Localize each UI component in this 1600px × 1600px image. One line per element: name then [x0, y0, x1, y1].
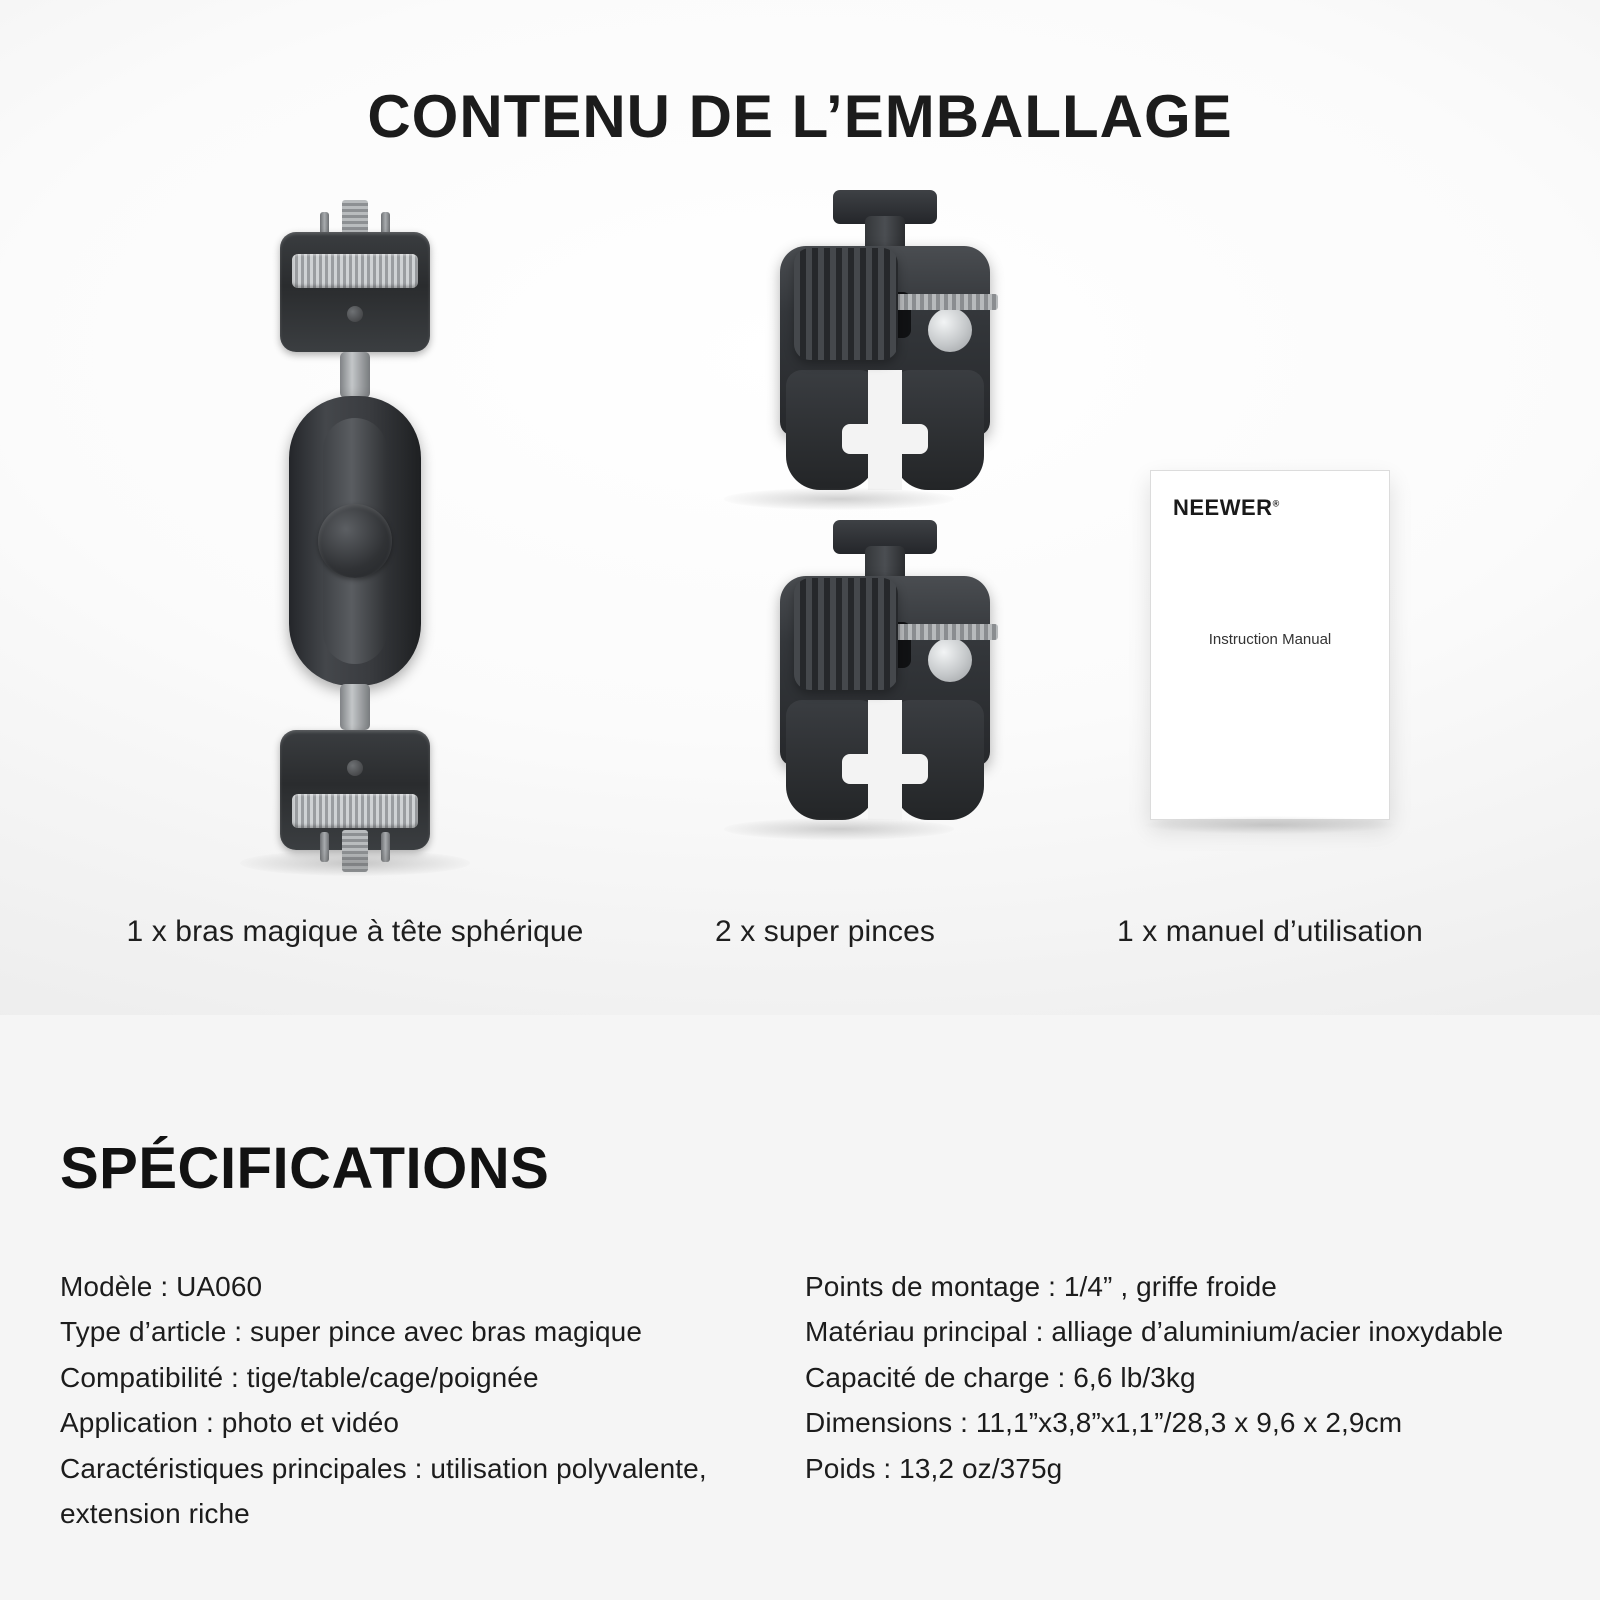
- specifications-section: [0, 1015, 1600, 1600]
- specifications-column-left: [60, 1264, 805, 1536]
- caption-magic-arm: 1 x bras magique à tête sphérique: [126, 915, 584, 948]
- manual-brand-name: NEEWER: [1173, 495, 1273, 520]
- package-title: CONTENU DE L’EMBALLAGE: [367, 83, 1233, 151]
- package-items-row: [0, 190, 1600, 890]
- clamp-jaw-gap: [868, 700, 902, 820]
- super-clamp-icon: [650, 190, 1000, 510]
- package-item-manual: [1035, 190, 1505, 890]
- package-captions-row: [0, 915, 1600, 949]
- caption-super-clamps: 2 x super pinces: [714, 915, 936, 948]
- arm-knurled-plate-top: [292, 254, 418, 288]
- clamp-shadow: [724, 818, 954, 840]
- manual-page: [1150, 470, 1390, 820]
- arm-body: [289, 396, 421, 686]
- arm-ball-neck-bottom: [340, 684, 370, 730]
- clamp-jaw-right: [894, 700, 984, 820]
- caption-manual: 1 x manuel d’utilisation: [1117, 915, 1423, 948]
- clamp-jaw-gap: [868, 370, 902, 490]
- arm-head-dot-top: [347, 306, 363, 322]
- spec-item: Dimensions : 11,1”x3,8”x1,1”/28,3 x 9,6 x 2,9cm: [805, 1407, 1403, 1439]
- clamp-stud-right: [928, 638, 972, 682]
- spec-item: Caractéristiques principales : utilisation polyvalente, extension riche: [60, 1452, 707, 1529]
- arm-knurled-plate-bottom: [292, 794, 418, 828]
- clamp-body: [780, 190, 990, 490]
- specifications-columns: [60, 1264, 1540, 1536]
- clamp-tightening-knob: [794, 248, 898, 360]
- manual-brand-logo: [1173, 495, 1280, 521]
- spec-item: Matériau principal : alliage d’aluminium/acier inoxydable: [805, 1316, 1504, 1348]
- arm-ball-neck-top: [340, 352, 370, 398]
- clamp-jaw-right: [894, 370, 984, 490]
- clamp-stud-right: [928, 308, 972, 352]
- package-item-super-clamps: [615, 190, 1035, 890]
- manual-title-text: Instruction Manual: [1208, 631, 1332, 648]
- arm-locking-knob: [318, 504, 392, 578]
- spec-item: Modèle : UA060: [60, 1271, 263, 1303]
- clamp-jaw-left: [786, 370, 876, 490]
- arm-head-dot-bottom: [347, 760, 363, 776]
- manual-brand-mark: ®: [1272, 498, 1280, 509]
- spec-item: Points de montage : 1/4” , griffe froide: [805, 1271, 1277, 1303]
- specifications-title: SPÉCIFICATIONS: [60, 1136, 550, 1202]
- spec-item: Application : photo et vidéo: [60, 1407, 400, 1439]
- spec-item: Poids : 13,2 oz/375g: [805, 1452, 1063, 1484]
- manual-shadow: [1145, 816, 1395, 834]
- package-item-magic-arm: [95, 190, 615, 890]
- clamp-body: [780, 520, 990, 820]
- clamp-threaded-rod: [892, 624, 998, 640]
- clamp-threaded-rod: [892, 294, 998, 310]
- specifications-column-right: [805, 1264, 1540, 1536]
- clamp-tightening-knob: [794, 578, 898, 690]
- arm-head-top: [280, 232, 430, 352]
- clamp-shadow: [724, 488, 954, 510]
- clamp-jaw-left: [786, 700, 876, 820]
- arm-shadow: [240, 850, 470, 876]
- spec-item: Capacité de charge : 6,6 lb/3kg: [805, 1361, 1196, 1393]
- spec-item: Type d’article : super pince avec bras magique: [60, 1316, 643, 1348]
- magic-arm-icon: [245, 200, 465, 880]
- spec-item: Compatibilité : tige/table/cage/poignée: [60, 1361, 539, 1393]
- super-clamp-icon: [650, 520, 1000, 840]
- manual-icon: [1150, 470, 1390, 820]
